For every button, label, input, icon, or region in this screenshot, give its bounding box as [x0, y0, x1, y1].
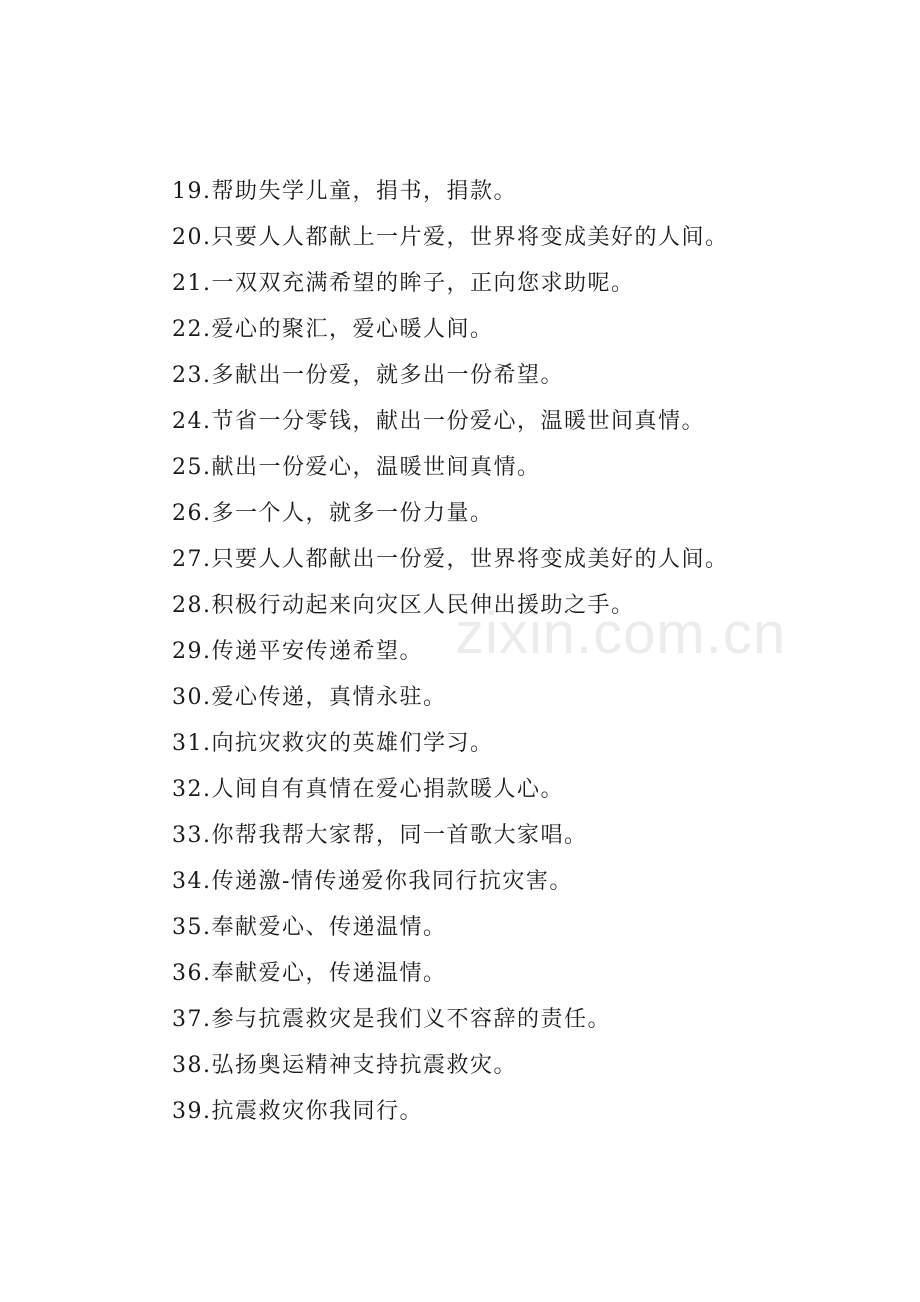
list-item: 35.奉献爱心、传递温情。	[172, 915, 447, 940]
list-item: 25.献出一份爱心，温暖世间真情。	[172, 455, 541, 480]
list-item: 26.多一个人，就多一份力量。	[172, 501, 494, 526]
list-item: 34.传递激-情传递爱你我同行抗灾害。	[172, 869, 573, 894]
slogan-list	[172, 169, 729, 1135]
list-item: 22.爱心的聚汇，爱心暖人间。	[172, 317, 494, 342]
list-item: 32.人间自有真情在爱心捐款暖人心。	[172, 777, 564, 802]
list-item: 29.传递平安传递希望。	[172, 639, 423, 664]
list-item: 39.抗震救灾你我同行。	[172, 1099, 423, 1124]
list-item: 31.向抗灾救灾的英雄们学习。	[172, 731, 494, 756]
list-item: 21.一双双充满希望的眸子，正向您求助呢。	[172, 271, 635, 296]
list-item: 33.你帮我帮大家帮，同一首歌大家唱。	[172, 823, 588, 848]
list-item: 30.爱心传递，真情永驻。	[172, 685, 447, 710]
list-item: 36.奉献爱心，传递温情。	[172, 961, 447, 986]
list-item: 23.多献出一份爱，就多出一份希望。	[172, 363, 564, 388]
watermark-text: zixin.com.cn	[455, 601, 787, 666]
list-item: 37.参与抗震救灾是我们义不容辞的责任。	[172, 1007, 611, 1032]
list-item: 20.只要人人都献上一片爱，世界将变成美好的人间。	[172, 225, 729, 250]
list-item: 28.积极行动起来向灾区人民伸出援助之手。	[172, 593, 635, 618]
list-item: 19.帮助失学儿童，捐书，捐款。	[172, 179, 517, 204]
list-item: 38.弘扬奥运精神支持抗震救灾。	[172, 1053, 517, 1078]
list-item: 24.节省一分零钱，献出一份爱心，温暖世间真情。	[172, 409, 705, 434]
list-item: 27.只要人人都献出一份爱，世界将变成美好的人间。	[172, 547, 729, 572]
